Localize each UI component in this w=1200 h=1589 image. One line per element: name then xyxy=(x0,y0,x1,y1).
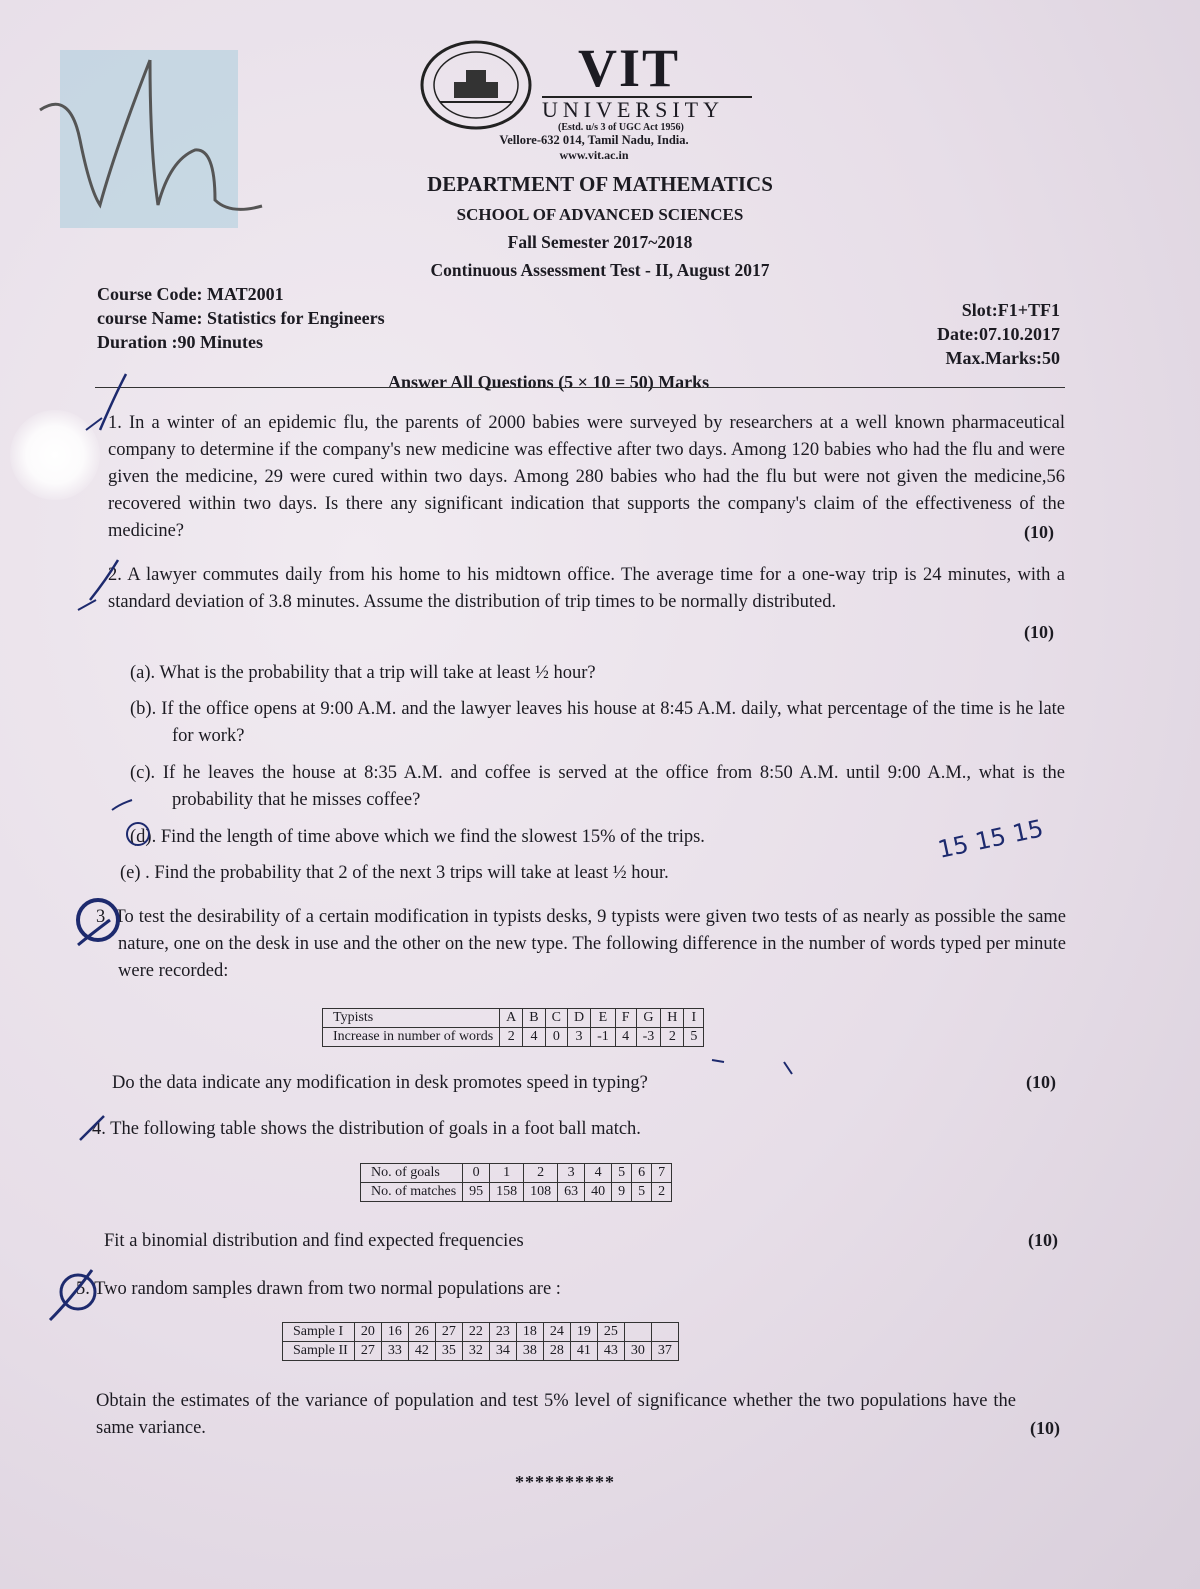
table-cell: 27 xyxy=(354,1342,381,1361)
table-cell: 41 xyxy=(570,1342,597,1361)
table-cell: 38 xyxy=(516,1342,543,1361)
table-cell: 5 xyxy=(612,1164,632,1183)
table-cell: 32 xyxy=(462,1342,489,1361)
table-cell: B xyxy=(523,1009,545,1028)
circle-mark xyxy=(127,823,149,845)
tick-mark xyxy=(78,600,96,610)
question-text: In a winter of an epidemic flu, the parents of 2000 babies were surveyed by researchers at a well known pharmaceutical company to determine if the company's new medicine was effective after two days. Among 120 babies who had the flu and were given the medicine, 29 were cured within two days. Among 280 babies who had the flu but were not given the medicine,56 recovered within two days. Is there any significant indication that supports the company's claim of the effectiveness of the medicine? xyxy=(108,413,1065,541)
table-cell: 3 xyxy=(567,1028,590,1047)
table-cell: 4 xyxy=(585,1164,612,1183)
table-cell: 6 xyxy=(632,1164,652,1183)
question-text: Two random samples drawn from two normal populations are : xyxy=(94,1279,561,1299)
question-5-prompt: Obtain the estimates of the variance of population and test 5% level of significance whether the two populations have the same variance. xyxy=(96,1391,1016,1438)
tick-mark xyxy=(112,800,132,810)
course-name: course Name: Statistics for Engineers xyxy=(97,308,385,328)
table-cell: 22 xyxy=(462,1323,489,1342)
table-cell: 25 xyxy=(597,1323,624,1342)
table-cell: -1 xyxy=(591,1028,616,1047)
semester: Fall Semester 2017~2018 xyxy=(507,232,693,252)
table-cell: 108 xyxy=(524,1183,558,1202)
end-marker: ********** xyxy=(515,1472,615,1492)
question-5-marks: (10) xyxy=(1030,1418,1060,1438)
row-label: Increase in number of words xyxy=(323,1028,500,1047)
part-text: If he leaves the house at 8:35 A.M. and coffee is served at the office from 8:50 A.M. until 9:00 A.M., what is the probability that he misses coffee? xyxy=(162,763,1065,810)
question-2-marks: (10) xyxy=(1024,622,1054,642)
table-cell: 2 xyxy=(661,1028,684,1047)
table-cell: 0 xyxy=(545,1028,567,1047)
table-cell: 23 xyxy=(489,1323,516,1342)
school-title: SCHOOL OF ADVANCED SCIENCES xyxy=(456,205,744,224)
table-cell: 7 xyxy=(652,1164,672,1183)
table-cell: 16 xyxy=(381,1323,408,1342)
table-cell: 33 xyxy=(381,1342,408,1361)
question-4-prompt: Fit a binomial distribution and find expected frequencies xyxy=(104,1231,524,1251)
part-label: (d). xyxy=(130,827,157,847)
tick-mark xyxy=(90,560,118,600)
margin-note: 15 15 15 xyxy=(935,814,1046,864)
question-3-prompt: Do the data indicate any modification in desk promotes speed in typing? xyxy=(112,1073,648,1093)
ink-stroke xyxy=(784,1062,792,1074)
table-cell: 18 xyxy=(516,1323,543,1342)
question-3-marks: (10) xyxy=(1026,1072,1056,1092)
part-label: (b). xyxy=(130,699,157,719)
ink-stroke xyxy=(712,1060,724,1062)
department-title: DEPARTMENT OF MATHEMATICS xyxy=(427,172,773,196)
university-name: UNIVERSITY xyxy=(542,97,724,122)
table-cell: 42 xyxy=(408,1342,435,1361)
table-cell: 43 xyxy=(597,1342,624,1361)
question-number: 1. xyxy=(108,413,122,433)
table-cell: 28 xyxy=(543,1342,570,1361)
table-cell: 26 xyxy=(408,1323,435,1342)
question-text: To test the desirability of a certain modification in typists desks, 9 typists were given two tests of as nearly as possible the same nature, one on the desk in use and the other on the new type. The following difference in the number of words typed per minute were recorded: xyxy=(114,907,1067,981)
table-cell: 24 xyxy=(543,1323,570,1342)
row-label: Sample I xyxy=(283,1323,355,1342)
table-cell: 4 xyxy=(615,1028,636,1047)
initials-stroke xyxy=(150,60,262,209)
part-text: If the office opens at 9:00 A.M. and the lawyer leaves his house at 8:45 A.M. daily, what percentage of the time is he late for work? xyxy=(161,699,1066,746)
question-number: 3. xyxy=(96,907,110,927)
table-cell: G xyxy=(636,1009,661,1028)
table-cell: A xyxy=(500,1009,523,1028)
row-label: No. of goals xyxy=(361,1164,463,1183)
question-number: 5. xyxy=(76,1279,90,1299)
row-label: Typists xyxy=(323,1009,500,1028)
table-cell: 5 xyxy=(632,1183,652,1202)
table-cell: 9 xyxy=(612,1183,632,1202)
table-cell: 34 xyxy=(489,1342,516,1361)
table-cell: 2 xyxy=(500,1028,523,1047)
table-cell: 158 xyxy=(490,1183,524,1202)
question-text: The following table shows the distribution of goals in a foot ball match. xyxy=(110,1119,641,1139)
exam-date: Date:07.10.2017 xyxy=(937,324,1060,344)
tick-mark xyxy=(100,374,126,430)
question-1-marks: (10) xyxy=(1024,522,1054,542)
address: Vellore-632 014, Tamil Nadu, India. xyxy=(499,133,689,147)
table-cell: I xyxy=(684,1009,704,1028)
duration: Duration :90 Minutes xyxy=(97,332,263,352)
table-cell: D xyxy=(567,1009,590,1028)
table-cell: 1 xyxy=(490,1164,524,1183)
table-cell: 5 xyxy=(684,1028,704,1047)
table-cell: F xyxy=(615,1009,636,1028)
part-label: (a). xyxy=(130,663,156,683)
table-cell: 20 xyxy=(354,1323,381,1342)
part-label: (e) . xyxy=(120,863,150,883)
initials-stroke xyxy=(40,60,150,205)
question-text: A lawyer commutes daily from his home to his midtown office. The average time for a one-way trip is 24 minutes, with a standard deviation of 3.8 minutes. Assume the distribution of trip times to be normally distributed. xyxy=(108,565,1066,612)
table-cell: 30 xyxy=(624,1342,651,1361)
instructions: Answer All Questions (5 × 10 = 50) Marks xyxy=(388,372,710,392)
test-title: Continuous Assessment Test - II, August 2017 xyxy=(430,260,770,280)
part-text: What is the probability that a trip will take at least ½ hour? xyxy=(159,663,596,683)
question-4-marks: (10) xyxy=(1028,1230,1058,1250)
table-cell: 2 xyxy=(652,1183,672,1202)
tick-mark xyxy=(80,1116,104,1140)
table-cell: 63 xyxy=(558,1183,585,1202)
table-cell: 37 xyxy=(651,1342,678,1361)
part-text: Find the length of time above which we find the slowest 15% of the trips. xyxy=(160,827,705,847)
website: www.vit.ac.in xyxy=(559,148,629,162)
table-cell: E xyxy=(591,1009,616,1028)
slot: Slot:F1+TF1 xyxy=(961,300,1060,320)
table-cell: 40 xyxy=(585,1183,612,1202)
row-label: Sample II xyxy=(283,1342,355,1361)
part-label: (c). xyxy=(130,763,156,783)
table-cell: C xyxy=(545,1009,567,1028)
table-cell: 27 xyxy=(435,1323,462,1342)
max-marks: Max.Marks:50 xyxy=(945,348,1060,368)
establishment-note: (Estd. u/s 3 of UGC Act 1956) xyxy=(558,122,684,133)
row-label: No. of matches xyxy=(361,1183,463,1202)
table-cell: 0 xyxy=(463,1164,490,1183)
course-code: Course Code: MAT2001 xyxy=(97,284,284,304)
table-cell: H xyxy=(661,1009,684,1028)
table-cell: 95 xyxy=(463,1183,490,1202)
logo-text: VIT xyxy=(578,38,681,98)
table-cell: -3 xyxy=(636,1028,661,1047)
table-cell: 3 xyxy=(558,1164,585,1183)
question-number: 2. xyxy=(108,565,122,585)
table-cell: 19 xyxy=(570,1323,597,1342)
table-cell: 2 xyxy=(524,1164,558,1183)
question-number: 4. xyxy=(92,1119,106,1139)
part-text: Find the probability that 2 of the next 3 trips will take at least ½ hour. xyxy=(154,863,669,883)
table-cell: 4 xyxy=(523,1028,545,1047)
table-cell: 35 xyxy=(435,1342,462,1361)
circle-mark xyxy=(78,900,118,940)
